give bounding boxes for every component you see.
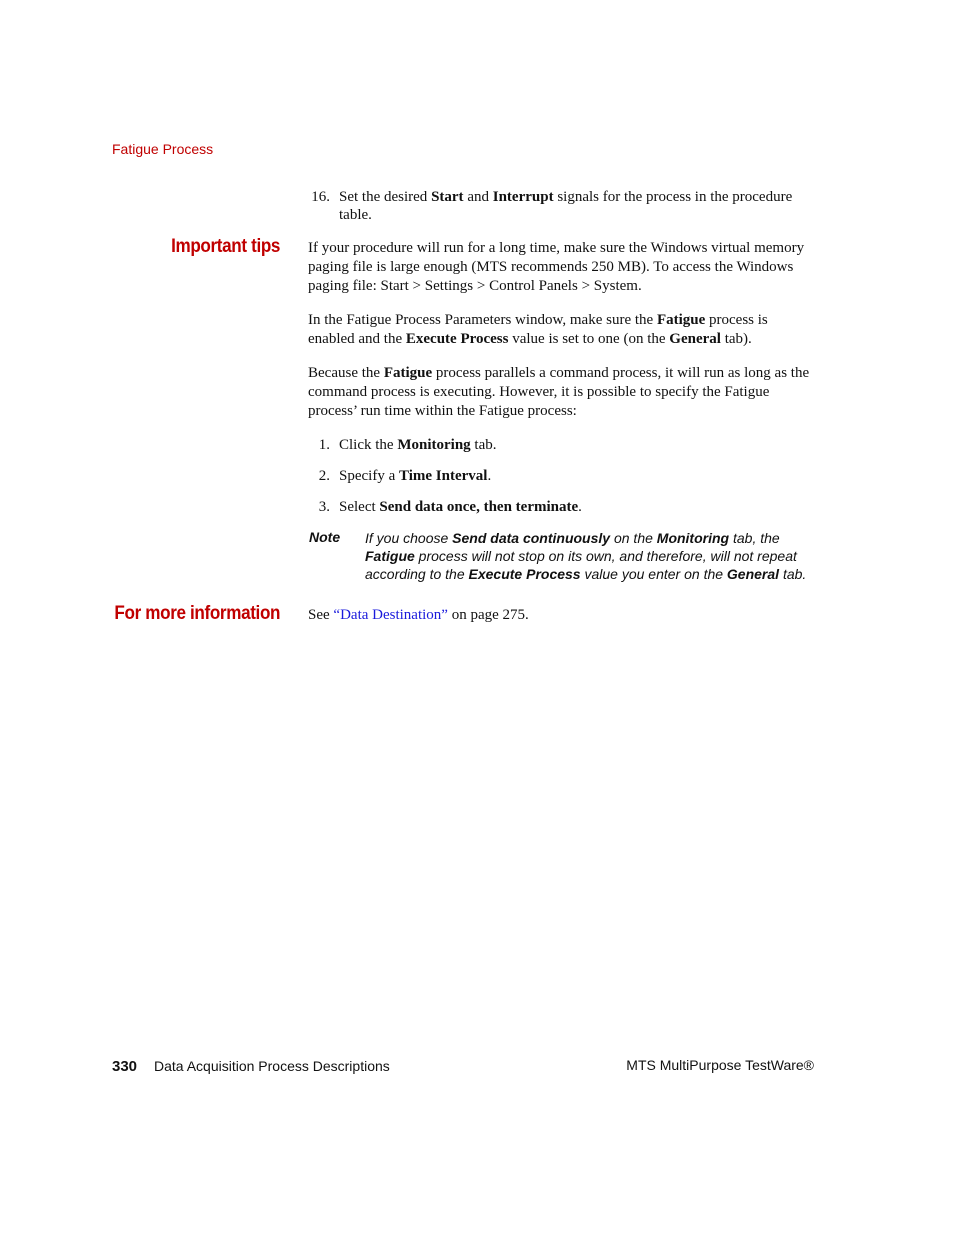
step-text	[339, 436, 818, 454]
text-run: signals for the process in the procedure table.	[339, 189, 793, 223]
step-text	[339, 188, 818, 224]
text-run: process parallels a command process, it will run as long as the command process is executing. However, it is possible to specify the Fatigue process’ run time within the Fatigue process:	[308, 365, 810, 419]
bold-run: Send data once, then terminate	[379, 499, 579, 515]
step-number: 1.	[318, 437, 330, 453]
text-run: value you enter on the	[580, 566, 727, 582]
section-heading-important-tips: Important tips	[171, 236, 280, 257]
step-number: 3.	[318, 499, 330, 515]
data-destination-link[interactable]: “Data Destination”	[333, 607, 448, 623]
footer-chapter-title: Data Acquisition Process Descriptions	[154, 1058, 390, 1074]
step-text	[339, 498, 818, 516]
bold-run: Time Interval	[398, 468, 488, 484]
text-run: process will not stop on its own, and therefore, will not repeat according to the	[365, 548, 797, 582]
bold-run: Interrupt	[492, 189, 554, 205]
note-label: Note	[309, 529, 341, 545]
more-info-paragraph	[308, 606, 818, 625]
step-number: 16.	[311, 189, 330, 205]
bold-run: Execute Process	[405, 331, 509, 347]
bold-run: Fatigue	[383, 365, 433, 381]
bold-run: Monitoring	[397, 437, 471, 453]
text-run: In the Fatigue Process Parameters window, make sure the	[308, 312, 657, 328]
section-heading-more-information: For more information	[114, 603, 280, 624]
text-run: value is set to one (on the	[508, 331, 670, 347]
text-run: process is enabled and the	[308, 312, 768, 347]
bold-run: Execute Process	[468, 566, 581, 582]
bold-run: Fatigue	[365, 548, 415, 564]
text-run: Set the desired	[339, 189, 432, 205]
tips-paragraph-2	[308, 311, 818, 349]
text-run: and	[463, 189, 493, 205]
note-text	[365, 529, 815, 583]
text-run: tab.	[779, 566, 807, 582]
bold-run: General	[726, 566, 780, 582]
text-run: on page 275.	[447, 607, 529, 623]
tips-paragraph-3	[308, 364, 818, 421]
tips-paragraph-1: If your procedure will run for a long time, make sure the Windows virtual memory paging file is large enough (MTS recommends 250 MB). To access the Windows paging file: Start > Settings > Control Panels > System.	[308, 240, 805, 294]
text-run: Specify a	[339, 468, 399, 484]
text-run: tab.	[470, 437, 497, 453]
text-run: See	[308, 607, 334, 623]
bold-run: Send data continuously	[452, 530, 611, 546]
text-run: tab, the	[729, 530, 780, 546]
footer-product-name: MTS MultiPurpose TestWare®	[626, 1057, 814, 1073]
text-run: Click the	[339, 437, 398, 453]
bold-run: Fatigue	[656, 312, 706, 328]
text-run: If you choose	[365, 530, 453, 546]
text-run: tab).	[720, 331, 752, 347]
step-text	[339, 467, 818, 485]
bold-run: Start	[431, 189, 464, 205]
running-header: Fatigue Process	[112, 141, 214, 157]
bold-run: Monitoring	[656, 530, 730, 546]
page-number: 330	[112, 1058, 138, 1075]
text-run: .	[487, 468, 492, 484]
text-run: Select	[339, 499, 380, 515]
text-run: .	[578, 499, 582, 515]
text-run: Because the	[308, 365, 384, 381]
bold-run: General	[669, 331, 721, 347]
text-run: on the	[610, 530, 657, 546]
step-number: 2.	[318, 468, 330, 484]
